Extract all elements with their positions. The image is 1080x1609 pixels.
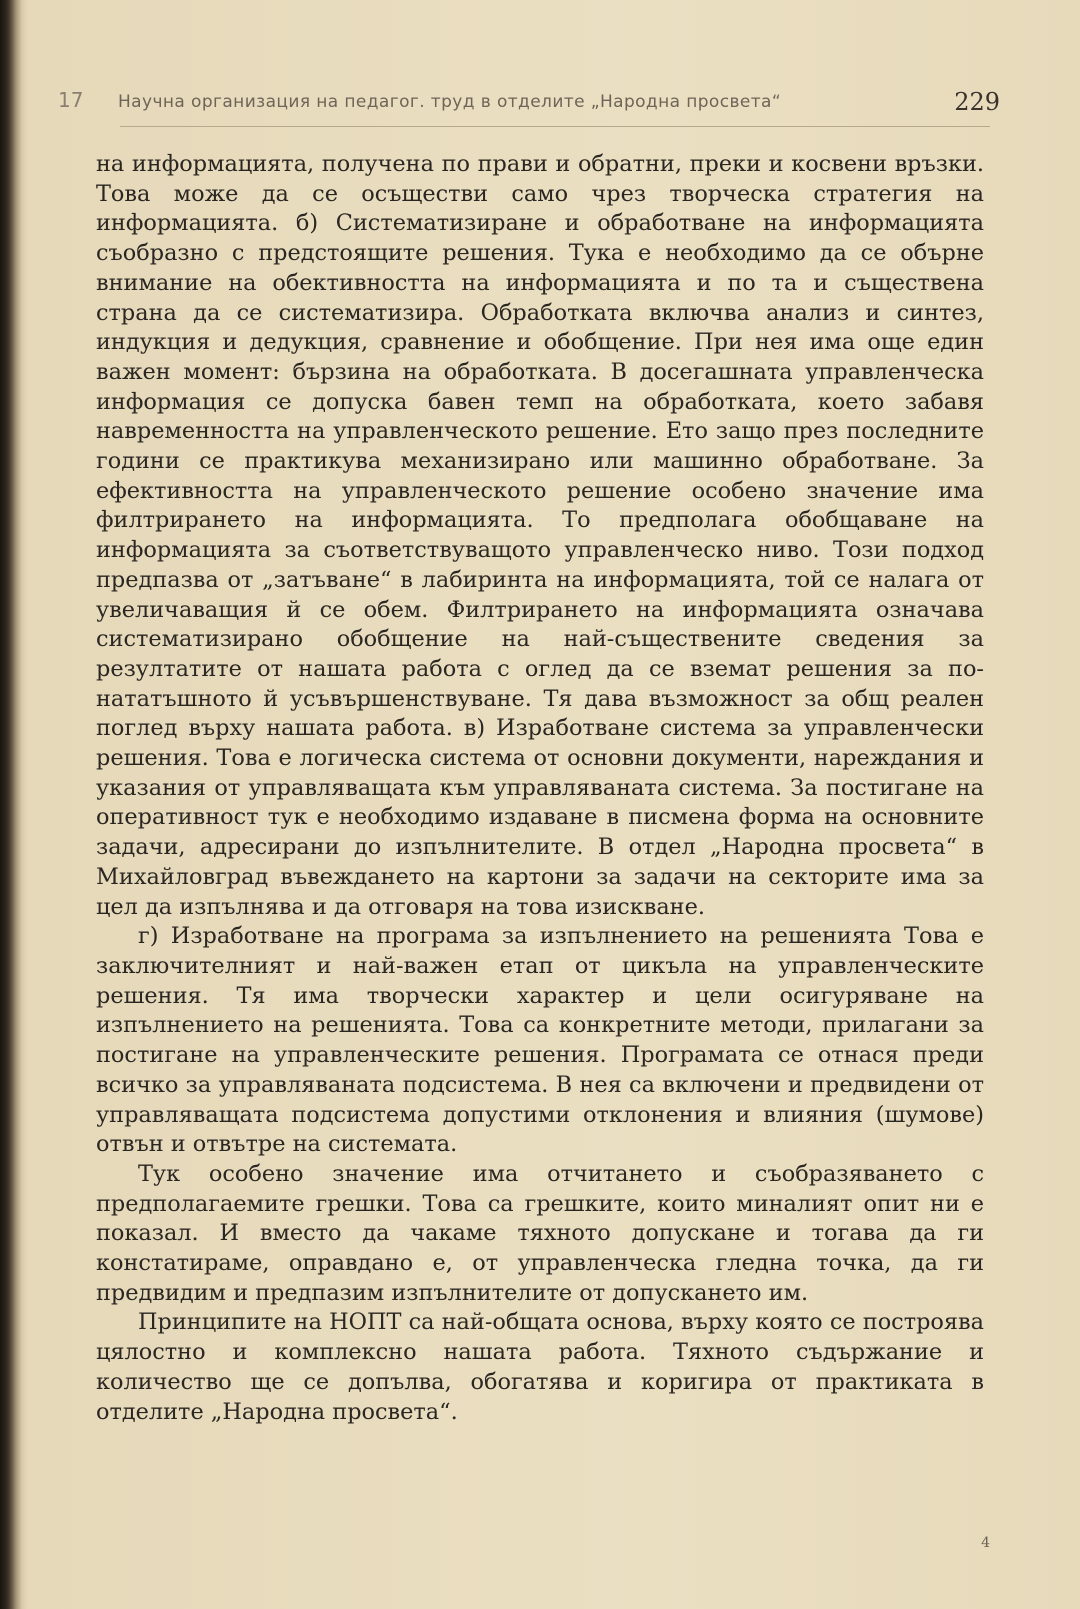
header-title: Научна организация на педагог. труд в отделите „Народна просвета“ <box>118 92 782 112</box>
header-ref: 17 <box>58 88 84 112</box>
paragraph: на информацията, получена по прави и обратни, преки и косвени връзки. Това може да се осъществи само чрез творческа стратегия на информацията. б) Систематизиране и обработване на информацията съобразно с предстоящите решения. Тука е необходимо да се обърне внимание на обективността на информацията и по та и съществена страна да се систематизира. Обработката включва анализ и синтез, индукция и дедукция, сравнение и обобщение. При нея има още един важен момент: бързина на обработката. В досегашната управленческа информация се допуска бавен темп на обработката, което забавя навременността на управленческото решение. Ето защо през последните години се практикува механизирано или машинно обработване. За ефективността на управленческото решение особено значение има филтрирането на информацията. То предполага обобщаване на информацията за съответствуващото управленческо ниво. Този подход предпазва от „затъване“ в лабиринта на информацията, той се налага от увеличаващия й се обем. Филтрирането на информацията означава систематизирано обобщение на най-съществените сведения за резултатите от нашата работа с оглед да се вземат решения за по-нататъшното й усъвършенствуване. Тя дава възможност за общ реален поглед върху нашата работа. в) Изработване система за управленчески решения. Това е логическа система от основни документи, нареждания и указания от управляващата към управляваната система. За постигане на оперативност тук е необходимо издаване в писмена форма на основните задачи, адресирани до изпълнителите. В отдел „Народна просвета“ в Михайловград въвеждането на картони за задачи на секторите има за цел да изпълнява и да отговаря на това изискване. <box>96 151 984 920</box>
page-number: 229 <box>954 88 1000 116</box>
header-rule <box>120 126 990 127</box>
footer-mark: 4 <box>981 1535 990 1551</box>
paragraph: Тук особено значение има отчитането и съобразяването с предполагаемите грешки. Това са грешките, които миналият опит ни е показал. И вместо да чакаме тяхното допускане и тогава да ги констатираме, оправдано е, от управленческа гледна точка, да ги предвидим и предпазим изпълнителите от допускането им. <box>96 1160 984 1306</box>
body-text <box>96 150 984 1427</box>
running-header <box>58 84 1008 124</box>
paragraph: Принципите на НОПТ са най-общата основа, върху която се построява цялостно и комплексно нашата работа. Тяхното съдържание и количество ще се допълва, обогатява и коригира от практиката в отделите „Народна просвета“. <box>96 1309 984 1425</box>
paragraph: г) Изработване на програма за изпълнението на решенията Това е заключителният и най-важен етап от цикъла на управленческите решения. Тя има творчески характер и цели осигуряване на изпълнението на решенията. Това са конкретните методи, прилагани за постигане на управленческите решения. Програмата се отнася преди всичко за управляваната подсистема. В нея са включени и предвидени от управляващата подсистема допустими отклонения и влияния (шумове) отвън и отвътре на системата. <box>96 923 984 1158</box>
spine-shadow <box>0 0 22 1609</box>
